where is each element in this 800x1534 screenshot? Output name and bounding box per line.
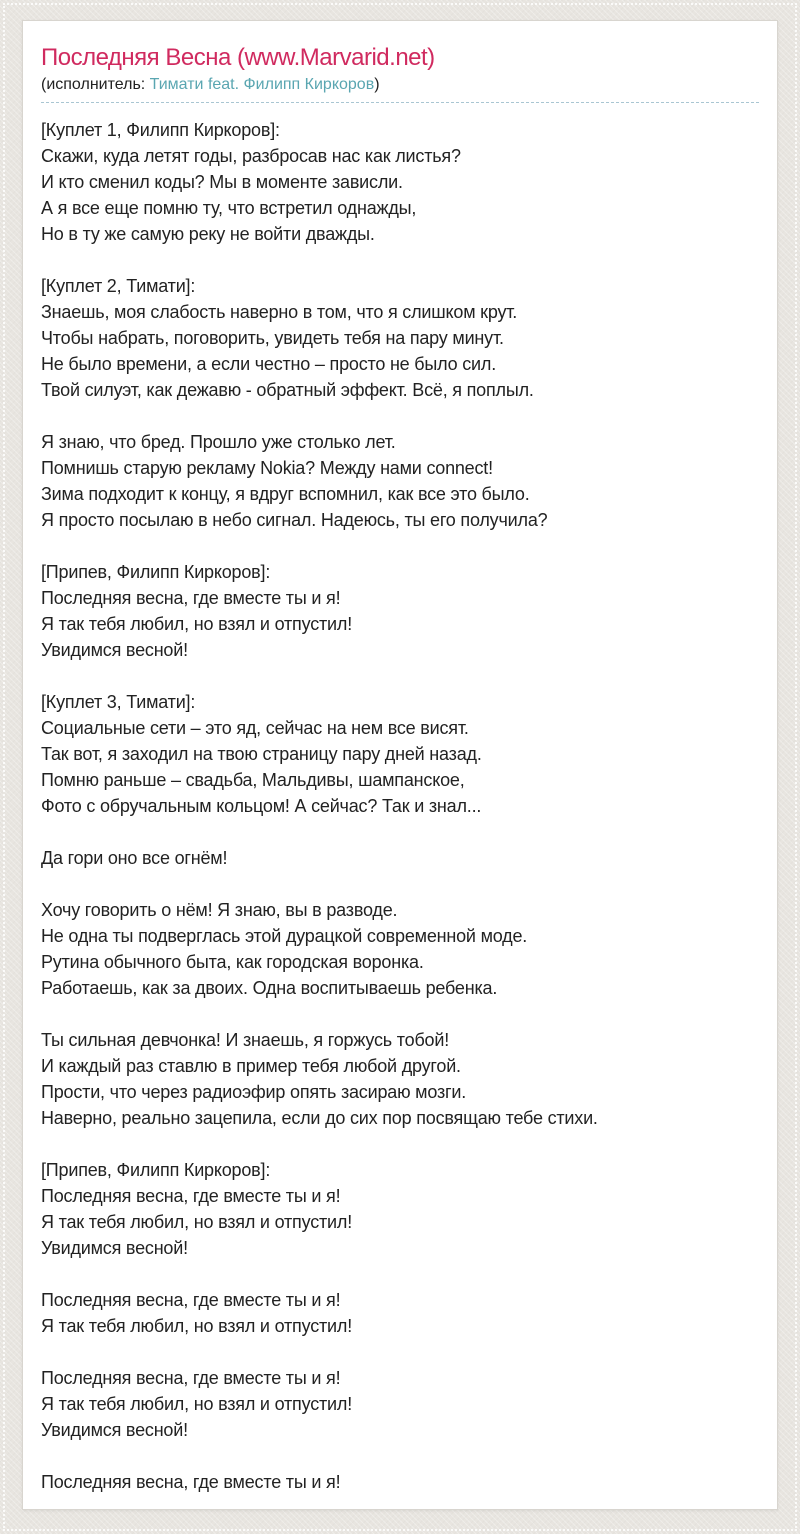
lyric-line: Зима подходит к концу, я вдруг вспомнил, как все это было. <box>41 484 530 504</box>
lyrics-text <box>41 117 759 1495</box>
lyric-line: Не было времени, а если честно – просто не было сил. <box>41 354 497 374</box>
lyric-line: Но в ту же самую реку не войти дважды. <box>41 224 375 244</box>
lyric-line: Последняя весна, где вместе ты и я! <box>41 1368 341 1388</box>
lyric-line: Хочу говорить о нём! Я знаю, вы в разводе. <box>41 900 398 920</box>
lyric-line: Знаешь, моя слабость наверно в том, что я слишком крут. <box>41 302 518 322</box>
stanza <box>41 117 759 247</box>
lyric-line: Я просто посылаю в небо сигнал. Надеюсь, ты его получила? <box>41 510 548 530</box>
stanza <box>41 845 759 871</box>
lyric-line: [Куплет 3, Тимати]: <box>41 692 196 712</box>
lyric-line: Последняя весна, где вместе ты и я! <box>41 588 341 608</box>
lyric-line: Увидимся весной! <box>41 1238 188 1258</box>
lyric-line: [Куплет 2, Тимати]: <box>41 276 196 296</box>
song-title: Последняя Весна (www.Marvarid.net) <box>41 44 435 71</box>
lyric-line: Увидимся весной! <box>41 1420 188 1440</box>
lyric-line: Я знаю, что бред. Прошло уже столько лет. <box>41 432 396 452</box>
lyric-line: Последняя весна, где вместе ты и я! <box>41 1186 341 1206</box>
stanza <box>41 1157 759 1261</box>
stanza <box>41 1287 759 1339</box>
lyric-line: Я так тебя любил, но взял и отпустил! <box>41 1212 352 1232</box>
lyric-line: Ты сильная девчонка! И знаешь, я горжусь тобой! <box>41 1030 450 1050</box>
lyric-line: Работаешь, как за двоих. Одна воспитываешь ребенка. <box>41 978 498 998</box>
lyric-line: И кто сменил коды? Мы в моменте зависли. <box>41 172 403 192</box>
stanza <box>41 429 759 533</box>
stanza <box>41 897 759 1001</box>
lyric-line: Помнишь старую рекламу Nokia? Между нами connect! <box>41 458 493 478</box>
lyric-line: Наверно, реально зацепила, если до сих пор посвящаю тебе стихи. <box>41 1108 598 1128</box>
lyrics-card <box>22 20 778 1510</box>
lyric-line: Твой силуэт, как дежавю - обратный эффект. Всё, я поплыл. <box>41 380 534 400</box>
lyric-line: Прости, что через радиоэфир опять засираю мозги. <box>41 1082 467 1102</box>
stanza <box>41 559 759 663</box>
lyric-line: Фото с обручальным кольцом! А сейчас? Так и знал... <box>41 796 482 816</box>
stanza <box>41 1365 759 1443</box>
artist-line <box>41 73 759 103</box>
lyric-line: Не одна ты подверглась этой дурацкой современной моде. <box>41 926 528 946</box>
artist-suffix-label: ) <box>374 76 380 93</box>
lyric-line: Я так тебя любил, но взял и отпустил! <box>41 1394 352 1414</box>
lyric-line: Социальные сети – это яд, сейчас на нем все висят. <box>41 718 469 738</box>
stanza <box>41 1469 759 1495</box>
lyric-line: [Куплет 1, Филипп Киркоров]: <box>41 120 280 140</box>
lyric-line: Рутина обычного быта, как городская воронка. <box>41 952 424 972</box>
stanza <box>41 1027 759 1131</box>
stanza <box>41 273 759 403</box>
lyric-line: Увидимся весной! <box>41 640 188 660</box>
lyric-line: Да гори оно все огнём! <box>41 848 228 868</box>
lyric-line: А я все еще помню ту, что встретил однажды, <box>41 198 417 218</box>
lyric-line: Я так тебя любил, но взял и отпустил! <box>41 614 352 634</box>
lyric-line: Последняя весна, где вместе ты и я! <box>41 1290 341 1310</box>
lyric-line: Так вот, я заходил на твою страницу пару дней назад. <box>41 744 482 764</box>
lyric-line: [Припев, Филипп Киркоров]: <box>41 562 271 582</box>
artist-link[interactable]: Тимати feat. Филипп Киркоров <box>149 76 375 93</box>
artist-prefix-label: (исполнитель: <box>41 76 150 93</box>
lyric-line: Скажи, куда летят годы, разбросав нас как листья? <box>41 146 461 166</box>
stanza <box>41 689 759 819</box>
lyric-line: [Припев, Филипп Киркоров]: <box>41 1160 271 1180</box>
lyric-line: И каждый раз ставлю в пример тебя любой другой. <box>41 1056 461 1076</box>
lyric-line: Помню раньше – свадьба, Мальдивы, шампанское, <box>41 770 465 790</box>
lyric-line: Чтобы набрать, поговорить, увидеть тебя на пару минут. <box>41 328 504 348</box>
lyric-line: Я так тебя любил, но взял и отпустил! <box>41 1316 352 1336</box>
lyric-line: Последняя весна, где вместе ты и я! <box>41 1472 341 1492</box>
